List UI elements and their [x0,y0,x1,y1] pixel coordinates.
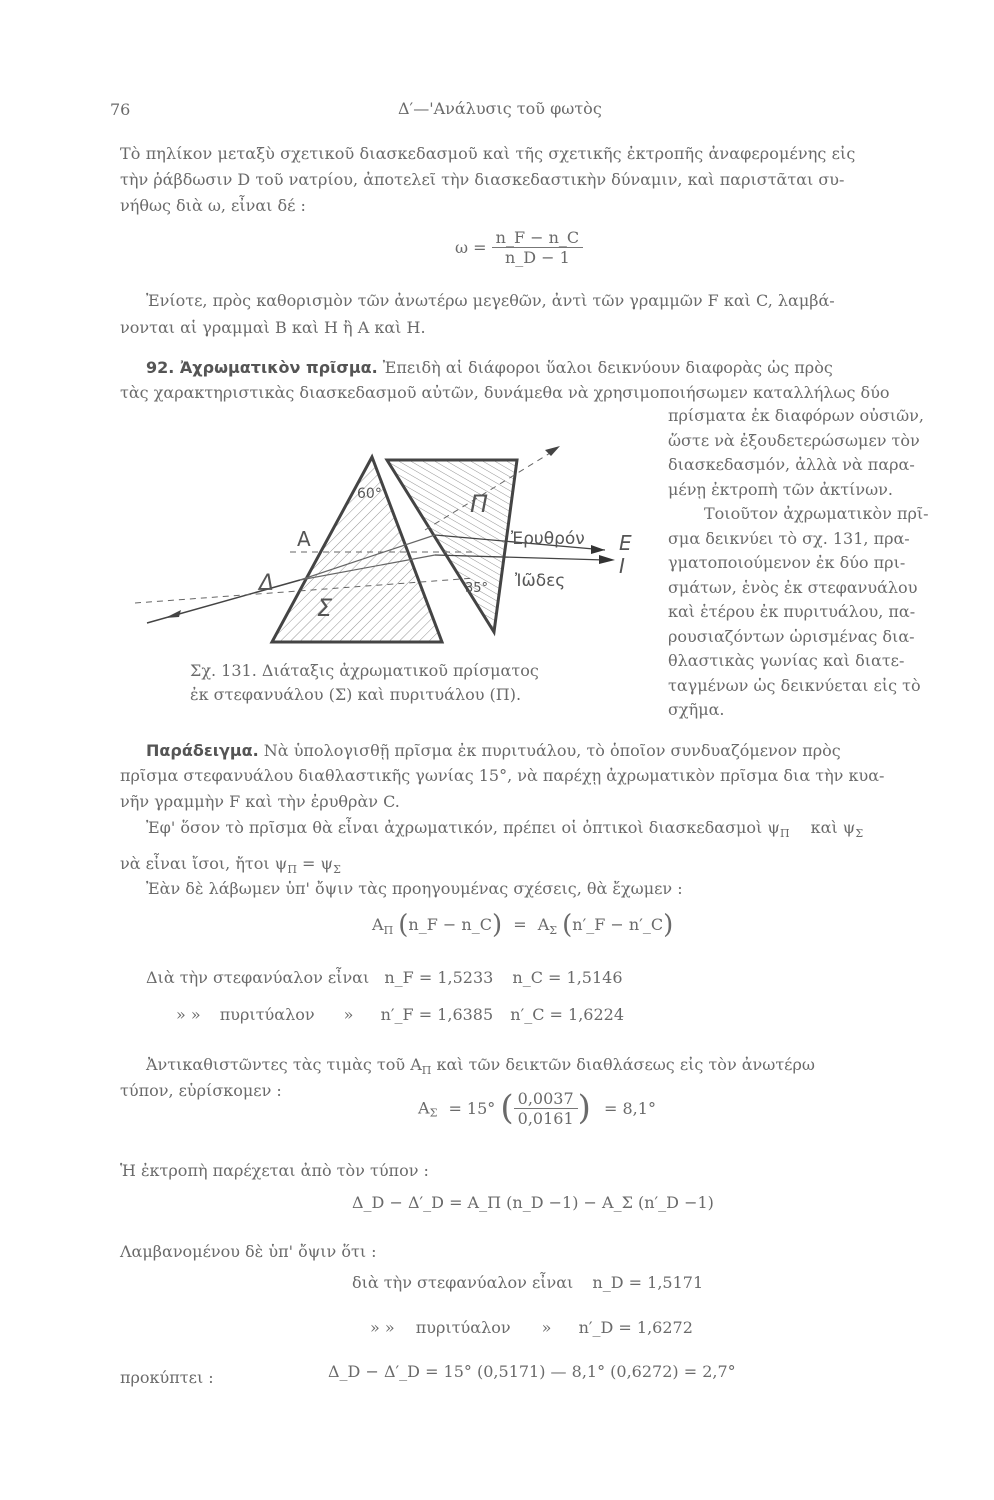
ditto-mark: » » [176,1005,201,1024]
deviation-given: Λαμβανομένου δὲ ὑπ' ὄψιν ὅτι : [120,1242,377,1261]
intro-line-1: Τὸ πηλίκον μεταξὺ σχετικοῦ διασκεδασμοῦ καὶ τῆς σχετικῆς ἐκτροπῆς ἀναφερομένης εἰς [120,144,856,163]
example-text-4: Ἐφ' ὅσον τὸ πρῖσμα θὰ εἶναι ἀχρωματικόν, πρέπει οἱ ὀπτικοὶ διασκεδασμοὶ ψ [146,818,780,837]
example-text-5-eq: = ψ [302,854,334,873]
right-column-line: ὥστε νὰ ἐξουδετερώσωμεν τὸν [668,430,920,450]
section-92-title: 92. Ἀχρωματικὸν πρῖσμα. [146,358,378,377]
section-92-line-1 [146,356,833,380]
substitution-line-2: τύπον, εὑρίσκομεν : [120,1081,282,1100]
formula-a-left: A [372,915,384,934]
deviation-flint-nd: n′_D = 1,6272 [578,1318,693,1337]
omega-lhs: ω = [455,238,487,257]
achromatic-condition-formula: $A_\Pi$ (n_F − n_C) = $A_\Sigma$ (n′_F − n′_C) [372,910,674,940]
crown-nc: n_C = 1,5146 [512,968,623,987]
deviation-result: Δ_D − Δ′_D = 15° (0,5171) — 8,1° (0,6272) = 2,7° [328,1362,736,1381]
psi-sigma-subscript-2: Σ [333,863,341,877]
right-column-line: πρίσματα ἐκ διαφόρων οὐσιῶν, [668,406,924,425]
flint-nf: n′_F = 1,6385 [380,1005,494,1024]
omega-denominator: n_D − 1 [504,248,570,267]
pi-label: Π [470,490,489,518]
right-column-line: σχῆμα. [668,700,725,719]
result-numerator: 0,0037 [514,1089,578,1109]
right-column-line: γματοποιούμενον ἐκ δύο πρι- [668,553,906,572]
deviation-formula: Δ_D − Δ′_D = A_Π (n_D −1) − A_Σ (n′_D −1) [352,1193,714,1212]
right-column-line: καὶ ἑτέρου ἐκ πυριτυάλου, πα- [668,602,916,621]
right-column-line: ρουσιαζόντων ὡρισμένας δια- [668,626,915,646]
result-formula: $A_\Sigma = 15^\circ$ ( $\frac{0,0037}{0,0161}$ ) = 8,1° [418,1088,656,1128]
intro-line-3: νήθως διὰ ω, εἶναι δέ : [120,196,306,215]
deviation-result-label: προκύπτει : [120,1368,214,1387]
page-number: 76 [110,100,131,119]
deviation-crown-label: διὰ τὴν στεφανύαλον εἶναι [352,1273,574,1292]
intro-line-2: τὴν ῥάβδωσιν D τοῦ νατρίου, ἀποτελεῖ τὴν διασκεδαστικὴν δύναμιν, καὶ παριστᾶται συ- [120,170,845,189]
example-line-2: πρῖσμα στεφανυάλου διαθλαστικῆς γωνίας 15°, νὰ παρέχῃ ἀχρωματικὸν πρῖσμα δια τὴν κυα- [120,766,885,785]
delta-label: Δ [259,571,275,596]
flint-label: πυριτύαλον [219,1005,315,1024]
section-92-text: Ἐπειδὴ αἱ διάφοροι ὕαλοι δεικνύουν διαφορὰς ὡς πρὸς [382,358,833,377]
substitution-sub: Π [421,1064,432,1078]
flint-nc: n′_C = 1,6224 [510,1005,625,1024]
example-text-4-and: καὶ ψ [810,818,856,837]
red-ray-label: Ἐρυθρόν [511,529,585,549]
ditto-mark-single: » [343,1005,354,1024]
formula-a-right: A [537,915,550,934]
formula-a-eq: = [513,915,527,934]
right-column-line: διασκεδασμόν, ἀλλὰ νὰ παρα- [668,455,915,474]
violet-ray-label: Ἰῶδες [515,571,566,591]
psi-pi-subscript-2: Π [287,863,297,877]
right-column-text [668,404,929,723]
angle-35-label: 35° [465,581,489,596]
right-column-line: σμάτων, ἑνὸς ἐκ στεφανυάλου [668,577,918,597]
psi-pi-subscript: Π [779,827,790,841]
result-lhs: A [418,1098,430,1118]
red-arrow [591,545,605,554]
example-line-3: νῆν γραμμὴν F καὶ τὴν ἐρυθρὰν C. [120,792,400,811]
crown-label: Διὰ τὴν στεφανύαλον εἶναι [146,968,370,987]
formula-a-right-paren: n′_F − n′_C [572,915,664,934]
sigma-label: Σ [317,594,333,622]
crown-values-line [146,966,623,990]
running-title: Δ′—'Ανάλυσις τοῦ φωτὸς [398,99,602,118]
example-text-1: Νὰ ὑπολογισθῇ πρῖσμα ἐκ πυριτυάλου, τὸ ὁποῖον συνδυαζόμενον πρὸς [263,741,841,760]
example-text-5: νὰ εἶναι ἴσοι, ἤτοι ψ [120,854,288,873]
substitution-text: Ἀντικαθιστῶντες τὰς τιμὰς τοῦ A [146,1055,422,1074]
example-line-4 [146,816,863,846]
section-92-line-2: τὰς χαρακτηριστικὰς διασκεδασμοῦ αὐτῶν, δυνάμεθα νὰ χρησιμοποιήσωμεν καταλλήλως δύο [120,383,890,402]
result-lhs-sub: Σ [429,1106,438,1120]
i-label: I [619,554,625,578]
angle-60-label: 60° [357,486,382,502]
figure-caption-line-1: Σχ. 131. Διάταξις ἀχρωματικοῦ πρίσματος [190,661,539,680]
figure-131-prism-diagram [135,420,655,665]
formula-a-left-paren: n_F − n_C [408,915,492,934]
right-column-line: σμα δεικνύει τὸ σχ. 131, πρα- [668,528,910,548]
right-column-line: θλαστικὰς γωνίας καὶ διατε- [668,651,905,670]
note-line-2: νονται αἱ γραμμαὶ B καὶ H ἢ A καὶ H. [120,318,426,337]
right-column-line: μένῃ ἐκτροπὴ τῶν ἀκτίνων. [668,479,893,499]
deviation-crown-line [352,1271,703,1295]
deviation-intro: Ἡ ἐκτροπὴ παρέχεται ἀπὸ τὸν τύπον : [120,1161,429,1180]
violet-arrow [599,555,615,564]
figure-caption-line-2: ἐκ στεφανυάλου (Σ) καὶ πυριτυάλου (Π). [190,685,522,704]
crown-nf: n_F = 1,5233 [384,968,494,987]
psi-sigma-subscript: Σ [855,827,864,841]
example-title: Παράδειγμα. [146,741,259,760]
right-column-line: Τοιοῦτον ἀχρωματικὸν πρῖ- [704,504,929,523]
result-denominator: 0,0161 [517,1108,574,1128]
note-line-1: Ἐνίοτε, πρὸς καθορισμὸν τῶν ἀνωτέρω μεγεθῶν, ἀντὶ τῶν γραμμῶν F καὶ C, λαμβά- [146,291,835,310]
substitution-text-rest: καὶ τῶν δεικτῶν διαθλάσεως εἰς τὸν ἀνωτέρω [436,1055,815,1074]
example-line-1 [146,739,841,763]
omega-formula [455,228,583,267]
omega-numerator: n_F − n_C [492,228,584,248]
deviation-crown-nd: n_D = 1,5171 [592,1273,704,1292]
deviation-ditto-single: » [541,1318,552,1337]
formula-a-left-sub: Π [383,924,394,938]
formula-a-right-sub: Σ [549,924,558,938]
e-label: E [619,531,632,555]
result-value: = 8,1° [604,1098,656,1118]
flint-values-line [176,1003,624,1027]
deviation-flint-label: πυριτύαλον [415,1318,511,1337]
result-eq: = 15° [448,1098,496,1118]
point-a-label: A [297,527,311,551]
deviation-ditto: » » [370,1318,395,1337]
deviation-flint-line [370,1316,693,1340]
right-column-line: ταγμένων ὡς δεικνύεται εἰς τὸ [668,675,921,695]
example-line-6: Ἐὰν δὲ λάβωμεν ὑπ' ὄψιν τὰς προηγουμένας σχέσεις, θὰ ἔχωμεν : [146,879,683,898]
